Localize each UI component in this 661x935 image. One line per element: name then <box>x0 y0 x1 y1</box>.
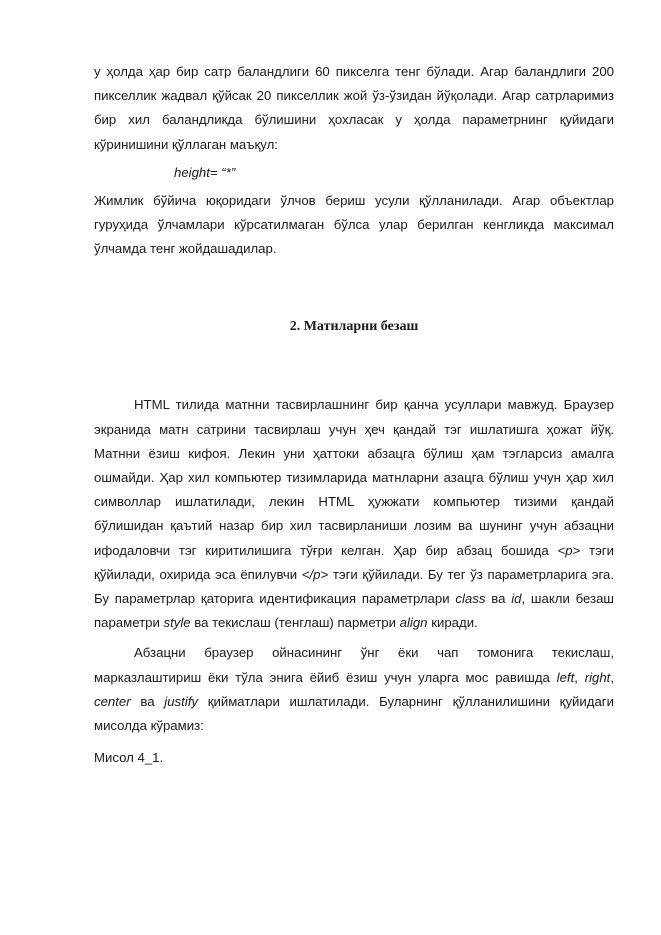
class-keyword: class <box>455 591 486 607</box>
p1-text-a: HTML тилида матнни тасвирлашнинг бир қанча усуллари мавжуд. Браузер экранида матн сатрини тасвирлаш учун ҳеч қандай тэг ишлатишга ҳожат йўқ. Матнни ёзиш кифоя. Лекин уни ҳаттоки абзацга бўлиш ҳам тэгларсиз амалга ошмайди. Ҳар хил компьютер тизимларида матнларни азацга бўлиш учун ҳар хил символлар ишлатилади, лекин HTML ҳужжати компьютер тизими қандай бўлишидан қаътий назар бир хил тасвирланиши лозим ва шунинг учун абзацни ифодаловчи тэг киритилишига тўғри келган. Ҳар бир абзац бошида <box>94 397 614 558</box>
p1-text-c: тэги қўйилади. Бу тег ўз параметрларига эга. Бу параметрлар қаторига идентификация параметрлари <box>94 566 614 607</box>
intro-paragraph: у ҳолда ҳар бир сатр баландлиги 60 пикселга тенг бўлади. Агар баландлиги 200 пикселлик жадвал қўйсак 20 пикселлик жой ўз-ўзидан йўқолади. Агар сатрларимиз бир хил баландликда бўлишини ҳохласак у ҳолда параметрнинг қуйидаги кўринишини қўллаган маъқул: <box>94 64 614 152</box>
p1-text-f: киради. <box>427 615 478 631</box>
id-keyword: id <box>511 591 522 607</box>
p-open-tag: <p> <box>557 542 581 558</box>
justify-keyword: justify <box>164 693 198 709</box>
p1-text-e: ва текислаш (тенглаш) парметри <box>190 615 400 631</box>
p2-text-b: қийматлари ишлатилади. Буларнинг қўлланилишини қуйидаги мисолда кўрамиз: <box>94 693 614 734</box>
p2-sep-2: , <box>610 669 615 685</box>
p2-and: ва <box>130 693 165 709</box>
p1-and: ва <box>485 591 512 607</box>
intro-paragraph-2: Жимлик бўйича юқоридаги ўлчов бериш усули қўлланилади. Агар объектлар гуруҳида ўлчамлари кўрсатилмаган бўлса улар берилган кенгликда максимал ўлчамда тенг жойдашадилар. <box>94 192 614 257</box>
style-keyword: style <box>163 615 191 631</box>
p2-sep-1: , <box>574 669 585 685</box>
document-page <box>94 60 614 770</box>
p1-text-d: , шакли безаш параметри <box>94 591 615 631</box>
p1-text-b: тэги қўйилади, охирида эса ёпилувчи <box>94 542 614 582</box>
section-paragraph-1 <box>94 393 614 635</box>
section-paragraph-2 <box>94 641 614 738</box>
p2-text-a: Абзацни браузер ойнасининг ўнг ёки чап томонига текислаш, марказлаштириш ёки тўла энига ёйиб ёзиш учун уларга мос равишда <box>94 645 614 685</box>
center-keyword: center <box>94 693 131 709</box>
section-heading: 2. Матнларни безаш <box>289 319 419 335</box>
code-snippet: height= “*” <box>174 164 236 180</box>
example-label: Мисол 4_1. <box>94 750 164 766</box>
right-keyword: right <box>584 669 611 685</box>
left-keyword: left <box>556 669 575 685</box>
align-keyword: align <box>399 615 428 631</box>
p-close-tag: </p> <box>301 566 329 582</box>
